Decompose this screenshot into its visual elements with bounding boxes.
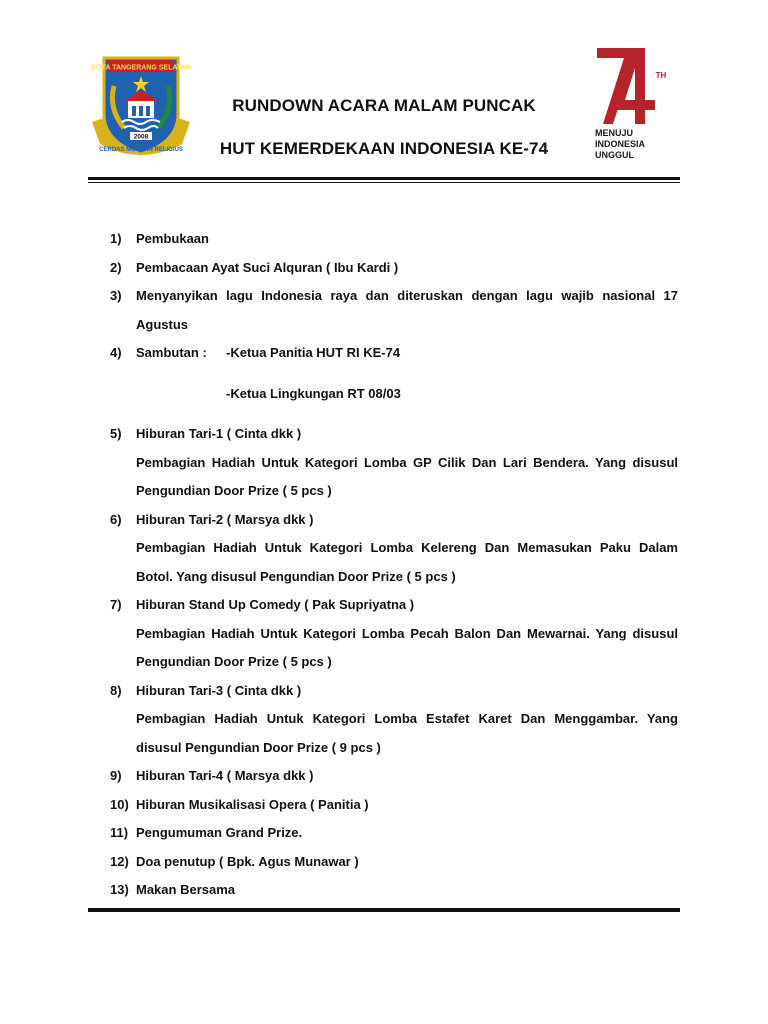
speaker-line: -Ketua Panitia HUT RI KE-74 bbox=[226, 345, 401, 360]
item-number: 9) bbox=[110, 768, 122, 783]
list-item bbox=[110, 791, 678, 820]
speaker-line: -Ketua Lingkungan RT 08/03 bbox=[226, 385, 401, 401]
list-item bbox=[110, 339, 678, 408]
svg-text:2008: 2008 bbox=[133, 133, 149, 141]
page-title: RUNDOWN ACARA MALAM PUNCAK bbox=[232, 96, 536, 115]
item-text: Makan Bersama bbox=[136, 882, 235, 897]
list-item bbox=[110, 282, 678, 339]
item-number: 5) bbox=[110, 426, 122, 441]
svg-text:KOTA TANGERANG SELATAN: KOTA TANGERANG SELATAN bbox=[91, 64, 191, 72]
list-item bbox=[110, 225, 678, 254]
item-number: 1) bbox=[110, 231, 122, 246]
page-subtitle: HUT KEMERDEKAAN INDONESIA KE-74 bbox=[219, 139, 549, 158]
item-number: 13) bbox=[110, 882, 129, 897]
list-item bbox=[110, 420, 678, 506]
item-detail: disusul Pengundian Door Prize ( 9 pcs ) bbox=[136, 739, 381, 755]
svg-text:UNGGUL: UNGGUL bbox=[595, 150, 634, 160]
list-item bbox=[110, 819, 678, 848]
svg-text:CERDAS MODERN RELIGIUS: CERDAS MODERN RELIGIUS bbox=[99, 147, 183, 153]
item-text: Doa penutup ( Bpk. Agus Munawar ) bbox=[136, 853, 359, 869]
header-divider bbox=[88, 177, 680, 183]
item-detail: Pengundian Door Prize ( 5 pcs ) bbox=[136, 654, 332, 669]
list-item bbox=[110, 848, 678, 877]
item-text: Hiburan Tari-1 ( Cinta dkk ) bbox=[136, 426, 302, 441]
item-number: 4) bbox=[110, 345, 122, 360]
list-item bbox=[110, 762, 678, 791]
item-text: Hiburan Stand Up Comedy ( Pak Supriyatna ) bbox=[136, 597, 415, 612]
item-text: Hiburan Tari-2 ( Marsya dkk ) bbox=[136, 511, 314, 527]
footer-divider bbox=[88, 906, 680, 912]
item-number: 10) bbox=[110, 796, 129, 812]
list-item bbox=[110, 677, 678, 763]
item-text: Menyanyikan lagu Indonesia raya dan diteruskan dengan lagu wajib nasional 17 bbox=[136, 288, 678, 303]
item-number: 8) bbox=[110, 682, 122, 698]
item-detail: Botol. Yang disusul Pengundian Door Prize ( 5 pcs ) bbox=[136, 568, 456, 584]
kota-tangerang-selatan-emblem bbox=[90, 52, 192, 160]
item-text: Pembacaan Ayat Suci Alquran ( Ibu Kardi ) bbox=[136, 259, 399, 275]
item-number: 6) bbox=[110, 511, 122, 527]
svg-text:TH: TH bbox=[655, 71, 667, 80]
list-item bbox=[110, 254, 678, 283]
svg-text:INDONESIA: INDONESIA bbox=[595, 139, 646, 149]
item-number: 2) bbox=[110, 259, 122, 275]
item-detail: Pembagian Hadiah Untuk Kategori Lomba GP Cilik Dan Lari Bendera. Yang disusul bbox=[136, 454, 678, 470]
item-number: 7) bbox=[110, 597, 122, 612]
item-text: Hiburan Tari-4 ( Marsya dkk ) bbox=[136, 768, 314, 783]
svg-text:MENUJU: MENUJU bbox=[595, 128, 634, 138]
hut-ri-74-logo bbox=[591, 44, 671, 162]
item-text: Hiburan Tari-3 ( Cinta dkk ) bbox=[136, 682, 302, 698]
item-number: 11) bbox=[110, 825, 129, 840]
item-text: Hiburan Musikalisasi Opera ( Panitia ) bbox=[136, 796, 369, 812]
item-detail: Pengundian Door Prize ( 5 pcs ) bbox=[136, 483, 332, 498]
item-number: 12) bbox=[110, 853, 129, 869]
item-detail: Pembagian Hadiah Untuk Kategori Lomba Pecah Balon Dan Mewarnai. Yang disusul bbox=[136, 625, 678, 641]
list-item bbox=[110, 591, 678, 677]
list-item bbox=[110, 876, 678, 905]
item-text: Agustus bbox=[136, 316, 188, 332]
item-text: Pengumuman Grand Prize. bbox=[136, 825, 303, 840]
item-number: 3) bbox=[110, 288, 122, 303]
item-detail: Pembagian Hadiah Untuk Kategori Lomba Estafet Karet Dan Menggambar. Yang bbox=[136, 711, 678, 726]
list-item bbox=[110, 506, 678, 592]
item-text: Sambutan : bbox=[136, 345, 207, 360]
item-text: Pembukaan bbox=[136, 231, 209, 246]
item-detail: Pembagian Hadiah Untuk Kategori Lomba Kelereng Dan Memasukan Paku Dalam bbox=[136, 540, 678, 555]
rundown-list bbox=[110, 225, 678, 905]
